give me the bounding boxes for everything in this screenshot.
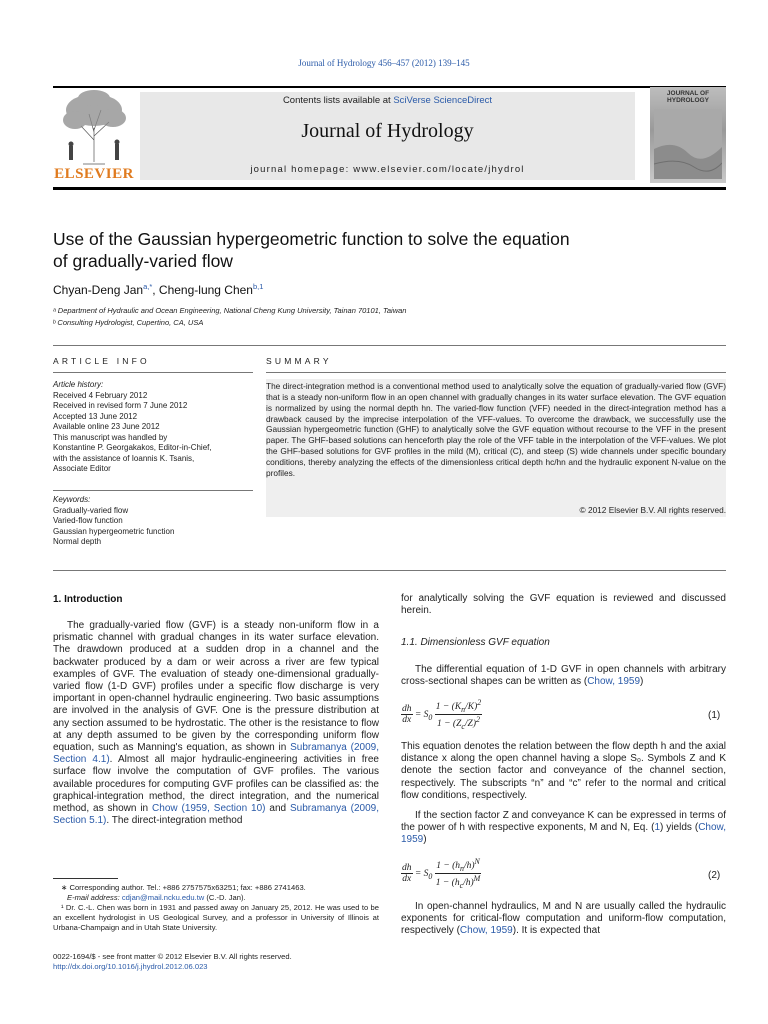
intro-text: and <box>265 803 291 815</box>
history-item: This manuscript was handled by <box>53 432 168 442</box>
right-col-continuation: for analytically solving the GVF equation is reviewed and discussed herein. <box>401 593 726 617</box>
citation-link[interactable]: Subramanya (2009, Section 4.1) <box>53 742 379 766</box>
author-affil-mark[interactable]: b,1 <box>252 282 264 291</box>
citation-link[interactable]: Chow, 1959 <box>401 822 726 846</box>
equation-2: $\frac{dh}{dx}$ = $S_0$ $\frac{1 - (h_n/h)^N}{1 - (h_c/h)^M}$ <box>402 857 481 891</box>
citation-link[interactable]: Chow, 1959 <box>459 925 513 937</box>
history-item: Accepted 13 June 2012 <box>53 411 138 421</box>
paper-title-line1: Use of the Gaussian hypergeometric function to solve the equation <box>53 229 570 249</box>
contents-prefix: Contents lists available at <box>282 95 394 106</box>
summary-text: The direct-integration method is a conventional method used to analytically solve the equation of gradually-varied flow (GVF) that is a steady non-uniform flow in an open channel with gradually changes in its water surface elevation. The GVF equation is normalized by using the normal depth hn. The varied-flow function (VFF) needed in the direct-integration method has a drawback caused by the imprecise interpolation of the VFF-values. To overcome the drawback, we successfully use the Gaussian hypergeometric function (GHF) to analytically solve the GVF equation without recourse to the VFF in the present paper. The GHF-based solutions can henceforth play the role of the VFF table in the interpolation of the VFF-values. We plot the GHF-based solutions for GVF profiles in the mild (M), critical (C), and steep (S) wide channels under specific boundary conditions, thereby analyzing the effects of the dimensionless critical depth hc/hn and the hydraulic exponent N-value on the profiles. <box>266 381 726 478</box>
author-name: Chyan-Deng Jan <box>53 283 144 297</box>
gvf-text: ) <box>640 676 644 688</box>
gvf-paragraph-1 <box>401 664 726 688</box>
intro-text: . Almost all major hydraulic-engineering activities in free surface flow involve the computation of GVF profiles. The various available procedures for computing GVF profiles can be classified as: the graphical-integration method, the direct integration, and the numerical method, as shown in <box>53 754 379 815</box>
intro-text: The gradually-varied flow (GVF) is a steady non-uniform flow in a prismatic channel with gradual changes in its water surface elevation. The drawdown produced at a sudden drop in a channel and the backwater produced by a dam or weir across a river are few typical examples of GVF. The evaluation of steady one-dimensional gradually-varied flow (1-D GVF) profiles under a specific flow discharge is very important in open-channel hydraulic engineering. Two basic assumptions are involved in the analysis of GVF. One is the pressure distribution at any section assumed to be hydrostatic. The other is the resistance to flow at any depth assumed to be given by the corresponding uniform flow equation, such as Manning's equation, as shown in <box>53 620 379 754</box>
section-heading-introduction: 1. Introduction <box>53 594 123 605</box>
author-name: , Cheng-lung Chen <box>152 283 253 297</box>
equation-1: $\frac{dh}{dx}$ = $S_0$ $\frac{1 - (K_n/K)^2}{1 - (Z_c/Z)^2}$ <box>402 698 482 732</box>
footnotes <box>53 883 379 933</box>
equation-link[interactable]: 1 <box>654 822 660 834</box>
affiliation-b: ᵇ Consulting Hydrologist, Cupertino, CA, USA <box>53 318 204 327</box>
journal-title: Journal of Hydrology <box>301 120 474 142</box>
summary-rule <box>266 372 726 373</box>
history-item: Associate Editor <box>53 464 111 473</box>
history-item: Received in revised form 7 June 2012 <box>53 401 188 410</box>
email-label: E-mail address: <box>67 893 122 902</box>
gvf-text: The differential equation of 1-D GVF in open channels with arbitrary cross-sectional shapes can be written as ( <box>401 664 726 688</box>
keywords-label: Keywords: <box>53 495 91 504</box>
gvf-paragraph-2: This equation denotes the relation between the flow depth h and the axial distance x along the open channel having a slope S₀. Symbols Z and K denote the section factor and conveyance of the channel section, respectively. The subscripts “n” and “c” refer to the normal and critical flow conditions, respectively. <box>401 741 726 801</box>
gvf-text: In open-channel hydraulics, M and N are usually called the hydraulic exponents for critical-flow computation and uniform-flow computation, respectively ( <box>401 901 726 937</box>
gvf-paragraph-3 <box>401 810 726 847</box>
intro-text: . The direct-integration method <box>106 815 243 827</box>
gvf-paragraph-4 <box>401 901 726 938</box>
keyword-item: Gaussian hypergeometric function <box>53 526 175 536</box>
email-tail: (C.-D. Jan). <box>204 893 246 902</box>
history-item: Available online 23 June 2012 <box>53 422 160 431</box>
equation-2-number: (2) <box>708 870 721 881</box>
gvf-text: If the section factor Z and conveyance K can be expressed in terms of the power of h with respective exponents, M and N, Eq. ( <box>401 810 726 834</box>
article-meta <box>53 952 379 972</box>
affiliation-a: ᵃ Department of Hydraulic and Ocean Engineering, National Cheng Kung University, Tainan 70101, Taiwan <box>53 306 407 315</box>
article-info-heading: ARTICLE INFO <box>53 356 150 366</box>
issn-line: 0022-1694/$ - see front matter © 2012 Elsevier B.V. All rights reserved. <box>53 952 292 961</box>
citation-link[interactable]: Chow (1959, Section 10) <box>152 803 266 815</box>
doi-link[interactable]: http://dx.doi.org/10.1016/j.jhydrol.2012.06.023 <box>53 962 208 971</box>
journal-cover-thumbnail <box>650 87 726 183</box>
summary-heading: SUMMARY <box>266 356 332 366</box>
cover-image-icon <box>654 109 722 179</box>
keywords-rule <box>53 490 253 491</box>
history-item: Received 4 February 2012 <box>53 390 148 400</box>
paper-title <box>53 228 673 272</box>
header-rule-bottom <box>53 187 726 190</box>
footnote-corresponding: ∗ Corresponding author. Tel.: +886 2757575x63251; fax: +886 2741463. <box>61 883 306 892</box>
footnote-rule <box>53 878 118 879</box>
citation-link[interactable]: Chow, 1959 <box>587 676 641 688</box>
journal-citation[interactable]: Journal of Hydrology 456–457 (2012) 139–145 <box>298 58 470 68</box>
keyword-item: Varied-flow function <box>53 516 123 525</box>
history-item: with the assistance of Ioannis K. Tsanis, <box>53 453 195 463</box>
equation-1-number: (1) <box>708 710 721 721</box>
intro-paragraph <box>53 620 379 827</box>
keyword-item: Normal depth <box>53 537 102 546</box>
paper-title-line2: of gradually-varied flow <box>53 251 233 271</box>
section-rule <box>53 345 726 346</box>
summary-copyright: © 2012 Elsevier B.V. All rights reserved. <box>579 505 726 515</box>
history-item: Konstantine P. Georgakakos, Editor-in-Chief, <box>53 443 212 452</box>
subsection-heading: 1.1. Dimensionless GVF equation <box>401 637 550 648</box>
article-history <box>53 380 258 475</box>
author-affil-mark[interactable]: a,* <box>143 282 153 291</box>
history-label: Article history: <box>53 380 104 389</box>
gvf-text: ) yields ( <box>660 822 699 834</box>
article-info-rule <box>53 372 253 373</box>
journal-homepage[interactable]: journal homepage: www.elsevier.com/locate/jhydrol <box>250 164 525 175</box>
tree-icon <box>53 88 135 166</box>
sciencedirect-link[interactable]: SciVerse ScienceDirect <box>393 95 493 106</box>
footnote-1: ¹ Dr. C.-L. Chen was born in 1931 and passed away on January 25, 2012. He was used to be an excellent hydrologist in US Geological Survey, and a professor in University of Illinois at Urbana-Champaign and in Utah State University. <box>53 903 379 932</box>
citation-link[interactable]: Subramanya (2009, Section 5.1) <box>53 803 379 827</box>
keyword-item: Gradually-varied flow <box>53 505 129 515</box>
author-list <box>53 282 263 297</box>
header-rule-top <box>53 86 726 88</box>
gvf-text: ). It is expected that <box>512 925 600 937</box>
gvf-text: ) <box>423 834 427 846</box>
elsevier-wordmark: ELSEVIER <box>54 166 134 182</box>
cover-title: JOURNAL OF HYDROLOGY <box>666 90 710 104</box>
body-rule <box>53 570 726 571</box>
keywords-block <box>53 495 258 548</box>
contents-line <box>140 95 635 106</box>
email-link[interactable]: cdjan@mail.ncku.edu.tw <box>121 893 205 902</box>
